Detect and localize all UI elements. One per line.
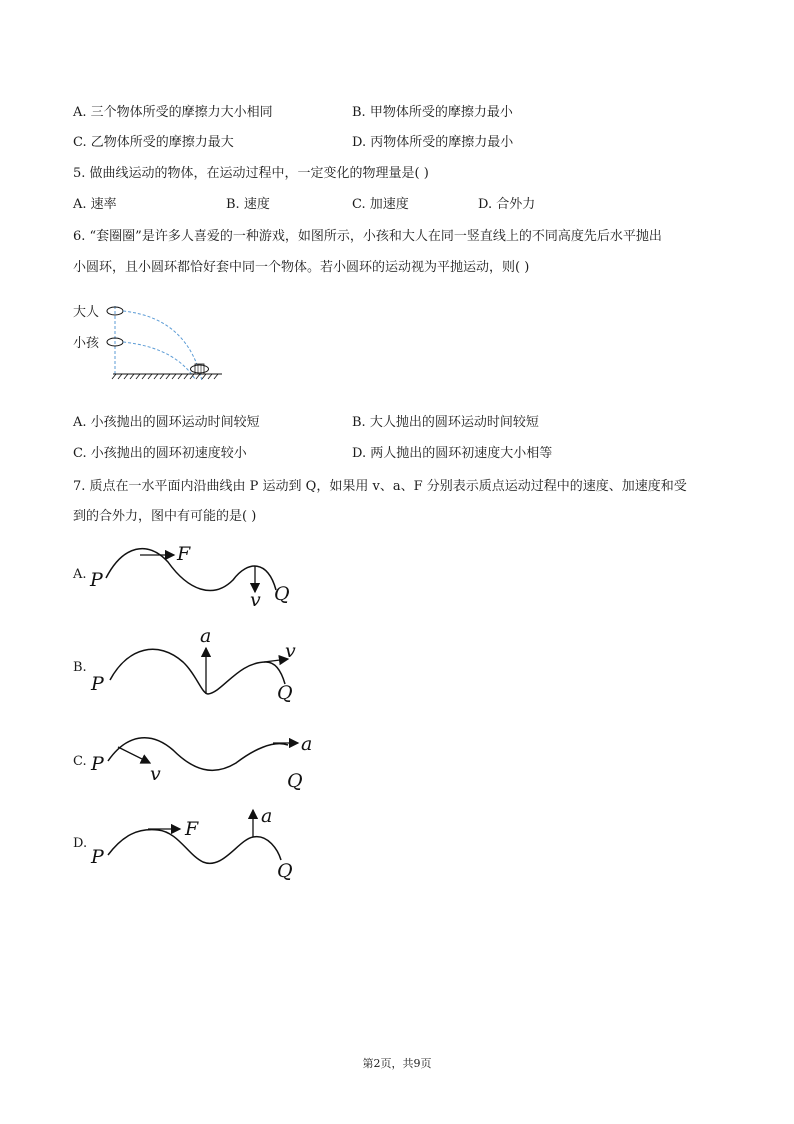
point-q-label: Q	[274, 583, 290, 605]
q4-option-a: A. 三个物体所受的摩擦力大小相同	[73, 105, 273, 120]
label-child: 小孩	[73, 336, 100, 351]
q7-stem-line1: 7. 质点在一水平面内沿曲线由 P 运动到 Q，如果用 v、a、F 分别表示质点运动过程中的速度、加速度和受	[73, 479, 687, 494]
q6-ring-toss-figure	[70, 298, 230, 380]
vector-a-label: a	[261, 805, 273, 827]
q5-option-b: B. 速度	[226, 197, 270, 212]
point-q-label: Q	[277, 682, 293, 704]
q4-option-b: B. 甲物体所受的摩擦力最小	[352, 105, 513, 120]
q5-option-c: C. 加速度	[352, 197, 409, 212]
q7-option-b-label: B.	[73, 660, 87, 675]
vector-v-label: v	[285, 640, 296, 662]
q6-option-b: B. 大人抛出的圆环运动时间较短	[352, 415, 539, 430]
q6-stem-line2: 小圆环，且小圆环都恰好套中同一个物体。若小圆环的运动视为平抛运动，则( )	[73, 260, 530, 275]
q5-option-a: A. 速率	[73, 197, 117, 212]
vector-v-label: v	[250, 589, 261, 610]
trajectory-curve	[110, 649, 285, 694]
q7-option-d-label: D.	[73, 836, 88, 851]
point-q-label: Q	[287, 770, 303, 792]
q6-option-c: C. 小孩抛出的圆环初速度较小	[73, 446, 247, 461]
point-p-label: P	[91, 673, 104, 695]
trajectory-curve	[106, 549, 276, 591]
page-footer: 第2页，共9页	[362, 1057, 432, 1070]
target-object	[191, 364, 209, 374]
label-adult: 大人	[73, 305, 100, 320]
q6-option-d: D. 两人抛出的圆环初速度大小相等	[352, 446, 553, 461]
q7-figure-a	[88, 540, 308, 610]
q4-option-c: C. 乙物体所受的摩擦力最大	[73, 135, 234, 150]
point-p-label: P	[91, 846, 104, 868]
q7-option-a-label: A.	[73, 567, 87, 582]
q7-option-c-label: C.	[73, 754, 87, 769]
ground-hatching	[112, 374, 218, 379]
vector-a-label: a	[301, 733, 313, 755]
vector-f-label: F	[185, 818, 199, 840]
point-q-label: Q	[277, 860, 293, 882]
vector-a-label: a	[200, 625, 212, 647]
vector-v-label: v	[150, 763, 161, 785]
q4-option-d: D. 丙物体所受的摩擦力最小	[352, 135, 514, 150]
point-p-label: P	[90, 569, 103, 591]
vector-f-label: F	[177, 543, 191, 565]
trajectory-curve	[108, 738, 288, 771]
q6-stem-line1: 6. “套圈圈”是许多人喜爱的一种游戏，如图所示，小孩和大人在同一竖直线上的不同高度先后水平抛出	[73, 229, 662, 244]
q7-figure-b	[88, 622, 308, 712]
q5-option-d: D. 合外力	[478, 197, 536, 212]
q6-option-a: A. 小孩抛出的圆环运动时间较短	[73, 415, 260, 430]
point-p-label: P	[91, 753, 104, 775]
velocity-vector	[118, 747, 150, 763]
q7-figure-c	[88, 725, 318, 795]
q7-stem-line2: 到的合外力，图中有可能的是( )	[73, 509, 257, 524]
q7-figure-d	[88, 800, 308, 885]
q5-stem: 5. 做曲线运动的物体，在运动过程中，一定变化的物理量是( )	[73, 166, 429, 181]
